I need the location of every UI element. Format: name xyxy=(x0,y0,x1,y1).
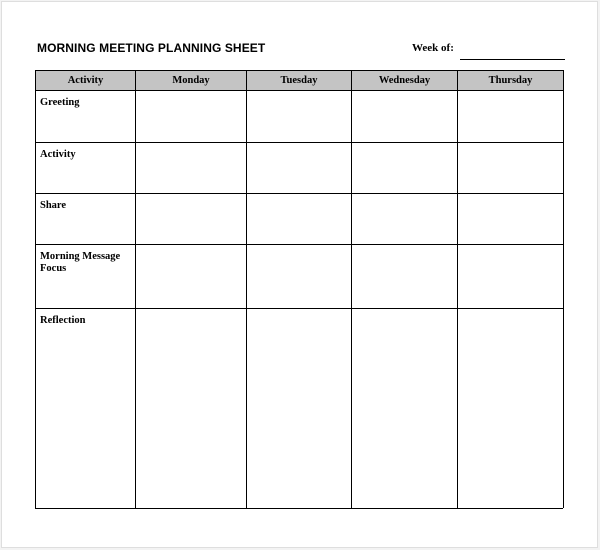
table-cell[interactable] xyxy=(247,245,352,309)
table-cell[interactable] xyxy=(247,309,352,508)
table-cell[interactable] xyxy=(136,309,247,508)
table-cell[interactable] xyxy=(136,91,247,143)
table-cell[interactable] xyxy=(352,194,458,245)
row-label-share: Share xyxy=(36,194,136,245)
column-header-activity: Activity xyxy=(36,71,136,91)
planning-table xyxy=(35,70,564,508)
table-cell[interactable] xyxy=(247,143,352,194)
column-header-thursday: Thursday xyxy=(458,71,564,91)
table-cell[interactable] xyxy=(247,194,352,245)
row-label-activity: Activity xyxy=(36,143,136,194)
column-header-monday: Monday xyxy=(136,71,247,91)
table-cell[interactable] xyxy=(136,143,247,194)
table-cell[interactable] xyxy=(458,194,564,245)
table-cell[interactable] xyxy=(458,245,564,309)
row-label-greeting: Greeting xyxy=(36,91,136,143)
table-cell[interactable] xyxy=(352,91,458,143)
table-row-reflection xyxy=(36,309,564,508)
table-cell[interactable] xyxy=(247,91,352,143)
table-row-activity xyxy=(36,143,564,194)
week-of-label: Week of: xyxy=(412,42,454,54)
column-header-tuesday: Tuesday xyxy=(247,71,352,91)
table-cell[interactable] xyxy=(352,245,458,309)
table-bottom-rule xyxy=(35,508,563,509)
table-cell[interactable] xyxy=(136,194,247,245)
row-label-reflection: Reflection xyxy=(36,309,136,508)
table-cell[interactable] xyxy=(352,309,458,508)
table-cell[interactable] xyxy=(458,143,564,194)
table-row-greeting xyxy=(36,91,564,143)
row-label-morning-message-focus: Morning Message Focus xyxy=(36,245,136,309)
table-row-morning-message-focus xyxy=(36,245,564,309)
table-cell[interactable] xyxy=(458,309,564,508)
table-header-row xyxy=(36,71,564,91)
page-title: MORNING MEETING PLANNING SHEET xyxy=(37,41,266,55)
column-header-wednesday: Wednesday xyxy=(352,71,458,91)
table-row-share xyxy=(36,194,564,245)
table-cell[interactable] xyxy=(136,245,247,309)
week-of-field[interactable] xyxy=(460,59,565,60)
table-cell[interactable] xyxy=(458,91,564,143)
table-cell[interactable] xyxy=(352,143,458,194)
